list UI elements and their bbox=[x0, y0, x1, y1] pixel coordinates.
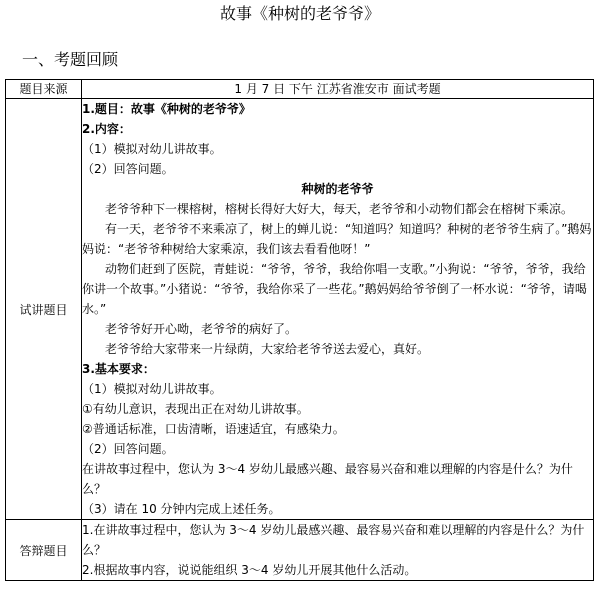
trial-task-2: （2）回答问题。 bbox=[82, 162, 174, 176]
trial-item-content: 2.内容： bbox=[82, 122, 131, 136]
trial-item-title: 1.题目：故事《种树的老爷爷》 bbox=[82, 102, 251, 116]
story-paragraph-4: 老爷爷好开心呦，老爷爷的病好了。 bbox=[105, 322, 298, 336]
trial-item-requirements: 3.基本要求： bbox=[82, 362, 155, 376]
trial-label: 试讲题目 bbox=[6, 99, 82, 520]
story-paragraph-5: 老爷爷给大家带来一片绿荫，大家给老爷爷送去爱心，真好。 bbox=[105, 342, 430, 356]
requirement-question: 在讲故事过程中，您认为 3～4 岁幼儿最感兴趣、最容易兴奋和难以理解的内容是什么？为什么？ bbox=[82, 462, 573, 496]
table-row-defense bbox=[6, 520, 594, 581]
story-paragraph-3: 动物们赶到了医院，青蛙说：“爷爷，爷爷，我给你唱一支歌。”小狗说：“爷爷，爷爷，我给你讲一个故事。”小猪说：“爷爷，我给你采了一些花。”鹅妈妈给爷爷倒了一杯水说：“爷爷，请喝水。” bbox=[82, 262, 587, 316]
story-title: 种树的老爷爷 bbox=[301, 182, 374, 196]
requirement-1a: ①有幼儿意识，表现出正在对幼儿讲故事。 bbox=[82, 402, 309, 416]
document-title: 故事《种树的老爷爷》 bbox=[219, 4, 380, 23]
defense-label: 答辩题目 bbox=[6, 520, 82, 581]
trial-task-1: （1）模拟对幼儿讲故事。 bbox=[82, 142, 222, 156]
exam-table bbox=[5, 79, 594, 581]
defense-content bbox=[82, 520, 594, 581]
requirement-1: （1）模拟对幼儿讲故事。 bbox=[82, 382, 222, 396]
story-paragraph-2: 有一天，老爷爷不来乘凉了，树上的蝉儿说：“知道吗？知道吗？种树的老爷爷生病了。”鹅妈妈说：“老爷爷种树给大家乘凉，我们该去看看他呀！” bbox=[82, 222, 592, 256]
requirement-1b: ②普通话标准，口齿清晰，语速适宜，有感染力。 bbox=[82, 422, 345, 436]
source-label: 题目来源 bbox=[6, 80, 82, 99]
defense-question-2: 2.根据故事内容，说说能组织 3～4 岁幼儿开展其他什么活动。 bbox=[82, 563, 417, 577]
trial-content bbox=[82, 99, 594, 520]
table-row-trial bbox=[6, 99, 594, 520]
table-row-source bbox=[6, 80, 594, 99]
requirement-3: （3）请在 10 分钟内完成上述任务。 bbox=[82, 502, 281, 516]
defense-question-1: 1.在讲故事过程中，您认为 3～4 岁幼儿最感兴趣、最容易兴奋和难以理解的内容是什么？为什么？ bbox=[82, 523, 585, 557]
section-heading: 一、考题回顾 bbox=[22, 50, 119, 69]
requirement-2: （2）回答问题。 bbox=[82, 442, 174, 456]
story-paragraph-1: 老爷爷种下一棵榕树，榕树长得好大好大，每天，老爷爷和小动物们都会在榕树下乘凉。 bbox=[105, 202, 574, 216]
source-value: 1 月 7 日 下午 江苏省淮安市 面试考题 bbox=[82, 80, 594, 99]
